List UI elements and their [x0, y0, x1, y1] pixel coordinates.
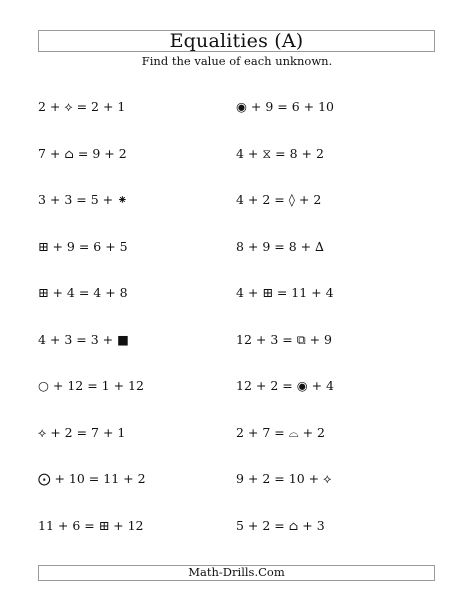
problem: ⊞ + 9 = 6 + 5 [38, 238, 128, 254]
problem: 2 + 7 = ⌓ + 2 [236, 424, 326, 440]
problems-left-column [38, 98, 146, 563]
problem: 12 + 3 = ⧉ + 9 [236, 331, 332, 347]
footer-site-name: Math-Drills.Com [188, 565, 285, 580]
problem: 3 + 3 = 5 + ⁕ [38, 192, 128, 207]
problem: 4 + ⧖ = 8 + 2 [236, 145, 324, 161]
problem: ⟡ + 2 = 7 + 1 [38, 424, 126, 440]
problem: 5 + 2 = ⌂ + 3 [236, 517, 325, 533]
problem: 9 + 2 = 10 + ⟡ [236, 471, 332, 486]
problem: ○ + 12 = 1 + 12 [38, 378, 144, 393]
problem: 7 + ⌂ = 9 + 2 [38, 145, 127, 161]
problem: 4 + ⊞ = 11 + 4 [236, 285, 334, 300]
problem: ⊞ + 4 = 4 + 8 [38, 285, 128, 300]
problem: 12 + 2 = ◉ + 4 [236, 378, 334, 393]
footer-box [38, 565, 435, 581]
problem: ◉ + 9 = 6 + 10 [236, 99, 334, 114]
problem: ⨀ + 10 = 11 + 2 [38, 471, 146, 486]
page-title: Equalities (A) [169, 29, 304, 52]
problem: 11 + 6 = ⊞ + 12 [38, 517, 144, 533]
instructions: Find the value of each unknown. [141, 54, 333, 68]
problem: 2 + ⟡ = 2 + 1 [38, 99, 126, 114]
problem: 4 + 2 = ◊ + 2 [236, 192, 322, 207]
title-box [38, 30, 435, 52]
problem: 4 + 3 = 3 + ■ [38, 331, 129, 347]
problem: 8 + 9 = 8 + ∆ [236, 238, 324, 254]
problems-right-column [236, 98, 334, 563]
